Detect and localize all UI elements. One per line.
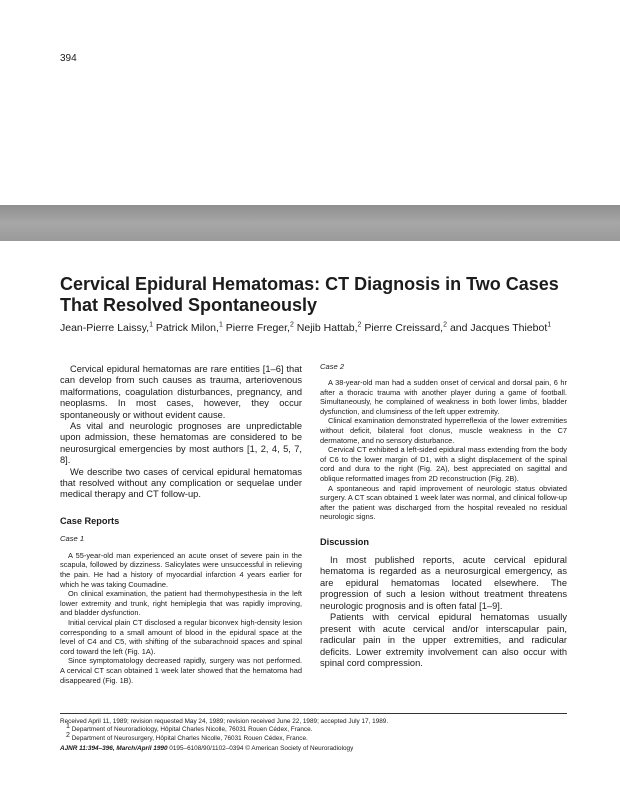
affiliation-note: [60, 731, 570, 743]
article-title: [60, 274, 580, 316]
body-paragraph: A 38-year-old man had a sudden onset of cervical and dorsal pain, 6 hr after a thoracic trauma with another player during a game of football. Simultaneously, he complained of weakness in both lower limbs, bladder dysfunction, and clumsiness of the left upper extremity.: [320, 378, 567, 416]
author-affiliation: 2: [289, 321, 294, 329]
abstract: [60, 364, 302, 501]
affiliation-number: 2: [66, 731, 70, 739]
page-number: 394: [60, 53, 77, 64]
author-list: [60, 322, 600, 334]
author-name: and Jacques Thiebot: [449, 322, 548, 334]
case-1-label: Case 1: [60, 533, 85, 543]
body-paragraph: Patients with cervical epidural hematomas usually present with acute cervical and/or interscapular pain, radicular pain in the upper extremities, and radicular deficits. Lower extremity involvement can also occur with spinal cord compression.: [320, 612, 567, 669]
left-column: [60, 364, 302, 685]
body-paragraph: Cervical CT exhibited a left-sided epidural mass extending from the body of C6 to the lower margin of D1, with a slight displacement of the spinal cord and dura to the right (Fig. 2A), best appreciated on sagittal and oblique reformatted images from 2D reconstruction (Fig. 2B).: [320, 445, 567, 483]
affiliation-text: Department of Neurosurgery, Hôpital Charles Nicolle, 76031 Rouen Cédex, France.: [71, 734, 308, 742]
title-line-2: That Resolved Spontaneously: [60, 295, 318, 315]
abstract-paragraph: As vital and neurologic prognoses are unpredictable upon admission, these hematomas are considered to be neurosurgical emergencies by most authors [1, 2, 4, 5, 7, 8].: [60, 421, 302, 466]
author-affiliation: 2: [357, 321, 362, 329]
journal-citation: [60, 745, 353, 752]
author-affiliation: 1: [218, 321, 223, 329]
body-paragraph: A spontaneous and rapid improvement of neurologic status obviated surgery. A CT scan obtained 1 week later was normal, and clinical follow-up after the patient was discharged from the hospital revealed no residual neurologic signs.: [320, 483, 567, 522]
author-name: Pierre Freger,: [225, 322, 290, 334]
case-1-text: [60, 551, 302, 685]
affiliation-text: Department of Neuroradiology, Hôpital Charles Nicolle, 76031 Rouen Cédex, France.: [71, 726, 313, 734]
footnote-divider: [60, 713, 567, 714]
body-paragraph: Initial cervical plain CT disclosed a regular biconvex high-density lesion corresponding to a small amount of blood in the epidural space at the level of C4 and C5, with shifting of the subarachnoid spaces and spinal cord toward the left (Fig. 1A).: [60, 618, 302, 656]
body-paragraph: Since symptomatology decreased rapidly, surgery was not performed. A cervical CT scan obtained 1 week later showed that the hematoma had disappeared (Fig. 1B).: [60, 656, 302, 685]
affiliation-note: [60, 723, 570, 734]
affiliation-number: 1: [66, 723, 70, 731]
received-dates: Received April 11, 1989; revision requested May 24, 1989; revision received June 22, 1989; accepted July 17, 1989.: [60, 718, 389, 725]
abstract-paragraph: We describe two cases of cervical epidural hematomas that resolved without any complication or sequelae under medical therapy and CT follow-up.: [60, 466, 302, 500]
author-affiliation: 2: [443, 321, 448, 329]
body-paragraph: A 55-year-old man experienced an acute onset of severe pain in the scapula, followed by dizziness. Salicylates were unsuccessful in relieving the pain. He had a history of myocardial infarction 4 years earlier for which he was taking Coumadine.: [60, 550, 302, 589]
title-line-1: Cervical Epidural Hematomas: CT Diagnosis in Two Cases: [60, 274, 559, 294]
author-affiliation: 1: [547, 321, 552, 329]
abstract-paragraph: Cervical epidural hematomas are rare entities [1–6] that can develop from such causes as trauma, arteriovenous malformations, coagulation disturbances, pregnancy, and neoplasms. In most cases, however, they occur spontaneously or without evident cause.: [60, 364, 302, 420]
citation-journal: AJNR 11:394–396, March/April 1990: [60, 745, 168, 752]
citation-details: 0195–6108/90/1102–0394 © American Society of Neuroradiology: [169, 745, 354, 752]
author-name: Pierre Creissard,: [364, 322, 444, 334]
author-name: Nejib Hattab,: [296, 322, 358, 334]
body-paragraph: Clinical examination demonstrated hyperreflexia of the lower extremities without deficit, bilateral foot clonus, muscle weakness in the C7 dermatome, and no sensory disturbance.: [320, 416, 567, 445]
right-column: [320, 362, 567, 670]
case-reports-heading: Case Reports: [60, 515, 120, 526]
author-affiliation: 1: [149, 321, 153, 329]
case-2-text: [320, 378, 567, 522]
author-name: Jean-Pierre Laissy,: [60, 322, 150, 334]
author-name: Patrick Milon,: [155, 322, 219, 334]
footnotes: [60, 718, 570, 743]
header-band: [0, 205, 620, 241]
discussion-text: [320, 555, 567, 670]
body-paragraph: In most published reports, acute cervical epidural hematoma is regarded as a neurosurgical emergency, as are epidural hematomas located elsewhere. The progression of such a lesion without treatment threatens neurologic prognosis and is often fatal [1–9].: [320, 554, 567, 611]
discussion-heading: Discussion: [320, 536, 370, 547]
body-paragraph: On clinical examination, the patient had thermohypesthesia in the left lower extremity and trunk, right hemiplegia that was rapidly improving, and bladder dysfunction.: [60, 589, 302, 618]
case-2-label: Case 2: [320, 362, 345, 371]
